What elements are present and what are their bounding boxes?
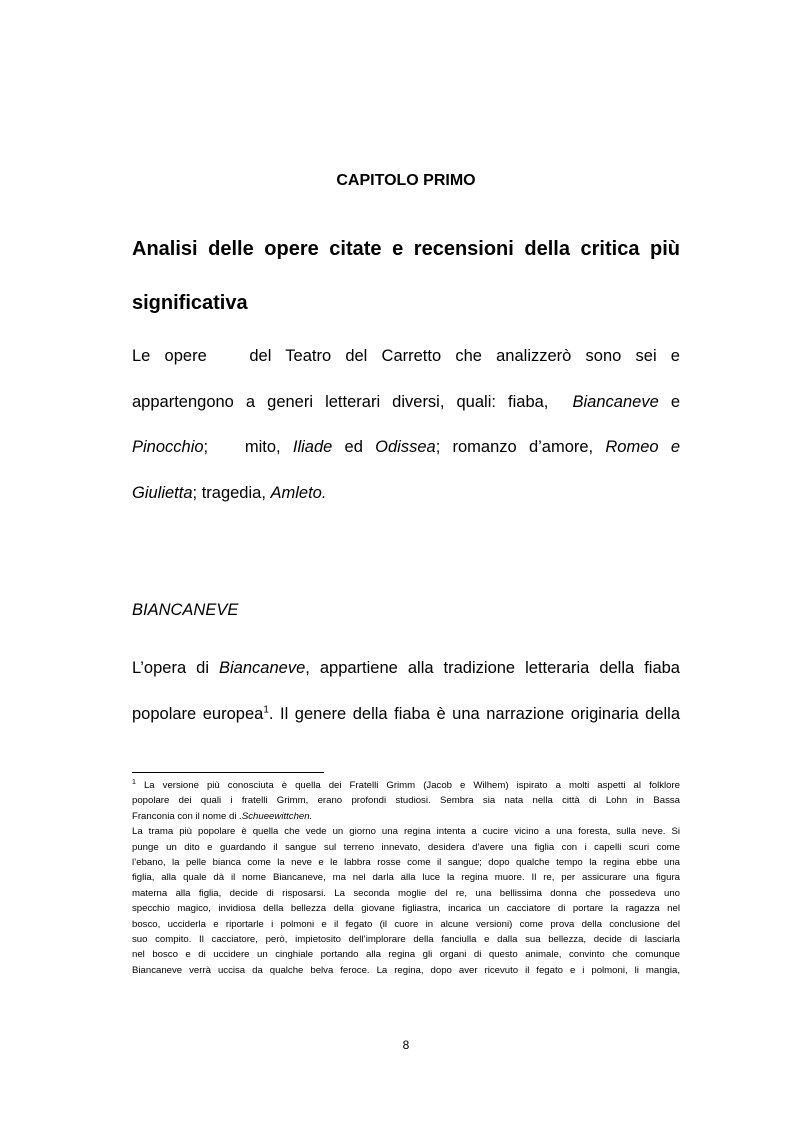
work-title-giulietta: Giulietta	[132, 483, 193, 502]
page-number: 8	[402, 1038, 410, 1052]
body-text: , appartiene alla tradizione letteraria della fiaba	[305, 659, 680, 677]
work-title-romeo: Romeo e	[605, 438, 680, 456]
work-title-odissea: Odissea	[375, 438, 436, 456]
work-title-biancaneve: Biancaneve	[572, 392, 659, 411]
work-title-biancaneve: Biancaneve	[219, 659, 306, 677]
footnote-title-schueewittchen: .Schueewittchen.	[239, 810, 313, 822]
footnote-line-9: specchio magico, invidiosa della bellezza della giovane figliastra, incarica un cacciatore di portare la ragazza nel	[132, 903, 680, 915]
footnote	[132, 778, 680, 978]
footnote-line-1	[132, 778, 680, 793]
footnote-line-12: nel bosco e di uccidere un cinghiale portando alla regina gli organi di questo animale, convinto che comunque	[132, 949, 680, 961]
body-text: . Il genere della fiaba è una narrazione originaria della	[268, 704, 681, 723]
chapter-title-line-1: Analisi delle opere citate e recensioni della critica più	[132, 238, 680, 260]
body-text: L’opera di	[132, 659, 220, 677]
section-heading: BIANCANEVE	[132, 601, 239, 619]
footnote-text: La versione più conosciuta è quella dei Fratelli Grimm (Jacob e Wilhem) ispirato a molti aspetti al folklore	[135, 780, 680, 791]
chapter-title	[132, 222, 680, 330]
intro-line-1: Le opere del Teatro del Carretto che analizzerò sono sei e	[132, 347, 680, 365]
intro-paragraph	[132, 334, 680, 516]
footnote-text: Franconia con il nome di	[132, 810, 240, 822]
body-paragraph	[132, 646, 680, 737]
footnote-line-13: Biancaneve verrà uccisa da qualche belva feroce. La regina, dopo aver ricevuto il fegato e i polmoni, li mangia,	[132, 964, 680, 976]
work-title-amleto: Amleto.	[270, 483, 327, 502]
footnote-line-10: bosco, ucciderla e riportarle i polmoni e il fegato (il cuore in alcune versioni) come prova della conclusione del	[132, 918, 680, 930]
chapter-title-line-2: significativa	[132, 292, 248, 314]
footnote-line-7: figlia, alla quale dà il nome Biancaneve, ma nel darla alla luce la regina muore. Il re, per assicurare una figura	[132, 872, 680, 884]
footnote-reference[interactable]: 1	[263, 704, 269, 715]
footnote-line-5: punge un dito e guardando il sangue sul terreno innevato, desidera d’avere una figlia con i capelli scuri come	[132, 841, 680, 853]
intro-line-3	[132, 425, 680, 471]
footnote-line-2: popolare dei quali i fratelli Grimm, erano profondi studiosi. Sembra sia nata nella città di Lohn in Bassa	[132, 795, 680, 807]
footnote-line-4: La trama più popolare è quella che vede un giorno una regina intenta a cucire vicino a una foresta, sulla neve. Si	[132, 826, 680, 838]
body-text: popolare europea	[132, 704, 264, 723]
intro-text: ; mito,	[203, 438, 293, 456]
intro-text: ed	[332, 438, 376, 456]
intro-text: e	[658, 392, 680, 411]
footnote-separator	[132, 772, 324, 773]
work-title-pinocchio: Pinocchio	[132, 438, 204, 456]
work-title-iliade: Iliade	[292, 438, 333, 456]
intro-text: ; romanzo d’amore,	[435, 438, 606, 456]
intro-line-2	[132, 380, 680, 426]
body-line-2	[132, 692, 680, 738]
intro-text: appartengono a generi letterari diversi, quali: fiaba,	[132, 392, 573, 411]
footnote-line-8: materna alla figlia, decide di risposarsi. La seconda moglie del re, una bellissima donna che possedeva uno	[132, 887, 680, 899]
body-line-1	[132, 646, 680, 692]
chapter-label: CAPITOLO PRIMO	[336, 172, 476, 189]
footnote-line-3	[132, 809, 680, 824]
footnote-line-11: suo compito. Il cacciatore, però, impietosito dell’implorare della fanciulla e dalla sua bellezza, decide di lasciarla	[132, 934, 680, 946]
footnote-number: 1	[132, 778, 136, 786]
footnote-line-6: l’ebano, la pelle bianca come la neve e le labbra rosse come il sangue; dopo qualche tempo la regina ebbe una	[132, 857, 680, 869]
intro-text: ; tragedia,	[192, 483, 271, 502]
intro-line-4	[132, 471, 680, 517]
